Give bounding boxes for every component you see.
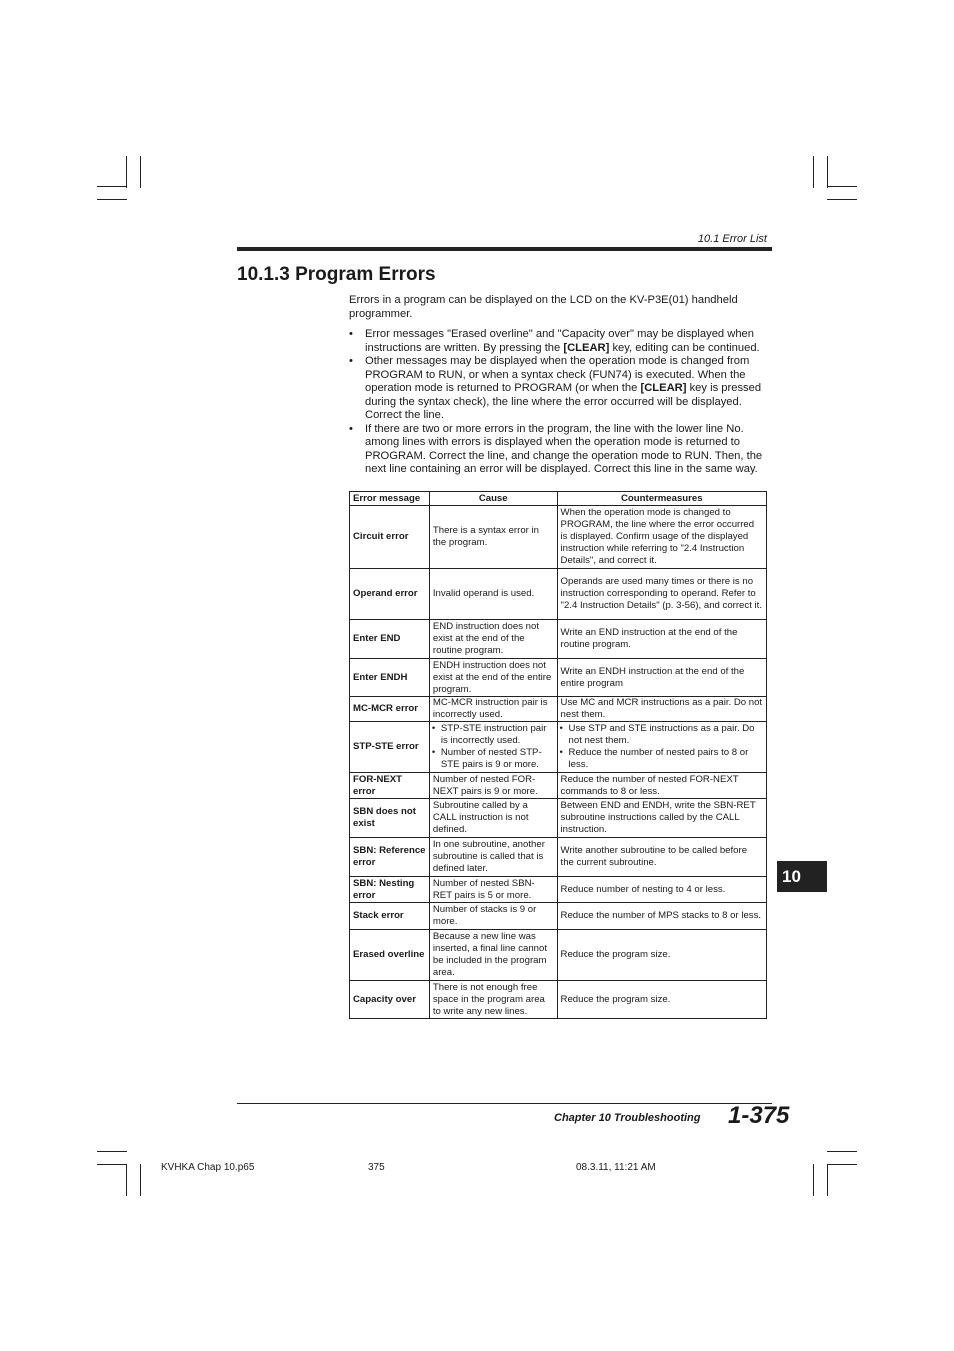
column-header: Countermeasures [557, 492, 766, 506]
crop-mark [827, 1164, 857, 1165]
cause-cell: In one subroutine, another subroutine is called that is defined later. [429, 838, 557, 877]
error-message-cell: Enter END [350, 620, 430, 659]
crop-mark [140, 1164, 141, 1196]
cause-cell: END instruction does not exist at the end of the routine program. [429, 620, 557, 659]
countermeasure-cell: Reduce number of nesting to 4 or less. [557, 877, 766, 903]
list-item: • Reduce the number of nested pairs to 8 or less. [560, 747, 764, 771]
crop-mark [140, 156, 141, 188]
countermeasure-cell: Reduce the number of MPS stacks to 8 or less. [557, 903, 766, 930]
table-row [350, 697, 767, 722]
table-header-row [350, 492, 767, 506]
error-message-cell: Capacity over [350, 981, 430, 1019]
error-message-cell: SBN: Reference error [350, 838, 430, 877]
crop-mark [97, 186, 127, 187]
cause-cell: There is not enough free space in the program area to write any new lines. [429, 981, 557, 1019]
error-message-cell: SBN does not exist [350, 799, 430, 838]
column-header: Cause [429, 492, 557, 506]
cause-cell: There is a syntax error in the program. [429, 506, 557, 569]
table-row [350, 620, 767, 659]
footer-filename: KVHKA Chap 10.p65 [161, 1162, 255, 1173]
countermeasure-cell: Reduce the number of nested FOR-NEXT commands to 8 or less. [557, 773, 766, 799]
list-item: • STP-STE instruction pair is incorrectly used. [432, 723, 555, 747]
countermeasure-cell: Use MC and MCR instructions as a pair. Do not nest them. [557, 697, 766, 722]
crop-mark [813, 1164, 814, 1196]
list-item: • Number of nested STP-STE pairs is 9 or more. [432, 747, 555, 771]
chapter-tab: 10 [777, 861, 827, 892]
table-row [350, 659, 767, 697]
cause-cell: Subroutine called by a CALL instruction is not defined. [429, 799, 557, 838]
error-message-cell: Operand error [350, 569, 430, 620]
countermeasure-cell: Operands are used many times or there is no instruction corresponding to operand. Refer to "2.4 Instruction Details" (p. 3-56), and correct it. [557, 569, 766, 620]
error-table [349, 491, 767, 1019]
crop-mark [827, 199, 857, 200]
list-item: • Use STP and STE instructions as a pair. Do not nest them. [560, 723, 764, 747]
countermeasure-cell [557, 722, 766, 773]
error-message-cell: FOR-NEXT error [350, 773, 430, 799]
error-message-cell: STP-STE error [350, 722, 430, 773]
column-header: Error message [350, 492, 430, 506]
table-row [350, 930, 767, 981]
footer-rule [237, 1103, 772, 1104]
error-message-cell: MC-MCR error [350, 697, 430, 722]
crop-mark [813, 156, 814, 188]
table-row [350, 799, 767, 838]
crop-mark [97, 1151, 127, 1152]
error-message-cell: Enter ENDH [350, 659, 430, 697]
countermeasure-cell: Write an ENDH instruction at the end of the entire program [557, 659, 766, 697]
table-row [350, 722, 767, 773]
crop-mark [827, 186, 857, 187]
header-rule [237, 247, 772, 251]
table-row [350, 838, 767, 877]
table-row [350, 506, 767, 569]
crop-mark [827, 1151, 857, 1152]
table-row [350, 877, 767, 903]
crop-mark [97, 199, 127, 200]
intro-paragraph: Errors in a program can be displayed on the LCD on the KV-P3E(01) handheld programmer. [349, 294, 738, 320]
bullet-list [349, 328, 769, 477]
crop-mark [827, 156, 828, 188]
bullet-item: • Other messages may be displayed when the operation mode is changed from PROGRAM to RUN, or when a syntax check (FUN74) is executed. When the operation mode is returned to PROGRAM (or when the [CLEAR] key is pressed during the syntax check), the line where the error occurred will be displayed. Correct the line. [349, 355, 769, 423]
cause-list [432, 723, 555, 771]
error-message-cell: SBN: Nesting error [350, 877, 430, 903]
chapter-label: Chapter 10 Troubleshooting [554, 1112, 701, 1124]
running-header: 10.1 Error List [697, 233, 767, 245]
footer-page: 375 [368, 1162, 385, 1173]
cause-cell: MC-MCR instruction pair is incorrectly used. [429, 697, 557, 722]
error-message-cell: Circuit error [350, 506, 430, 569]
error-message-cell: Erased overline [350, 930, 430, 981]
countermeasure-cell: Reduce the program size. [557, 981, 766, 1019]
cause-cell: Number of nested FOR-NEXT pairs is 9 or more. [429, 773, 557, 799]
countermeasure-cell: Write another subroutine to be called before the current subroutine. [557, 838, 766, 877]
bullet-item: • If there are two or more errors in the program, the line with the lower line No. among lines with errors is displayed when the operation mode is returned to PROGRAM. Correct the line, and change the operation mode to RUN. Then, the next line containing an error will be displayed. Correct this line in the same way. [349, 423, 769, 477]
countermeasure-cell: When the operation mode is changed to PROGRAM, the line where the error occurred is displayed. Confirm usage of the displayed instruction while referring to "2.4 Instruction Details", and correct it. [557, 506, 766, 569]
table-row [350, 773, 767, 799]
table-row [350, 569, 767, 620]
crop-mark [827, 1164, 828, 1196]
section-title: 10.1.3 Program Errors [237, 264, 436, 285]
table-row [350, 903, 767, 930]
footer-timestamp: 08.3.11, 11:21 AM [576, 1162, 656, 1173]
crop-mark [97, 1164, 127, 1165]
cause-cell: Because a new line was inserted, a final line cannot be included in the program area. [429, 930, 557, 981]
countermeasure-list [560, 723, 764, 771]
crop-mark [126, 156, 127, 188]
cause-cell: ENDH instruction does not exist at the end of the entire program. [429, 659, 557, 697]
cause-cell: Number of stacks is 9 or more. [429, 903, 557, 930]
page-number: 1-375 [728, 1102, 790, 1129]
cause-cell: Number of nested SBN-RET pairs is 5 or more. [429, 877, 557, 903]
error-message-cell: Stack error [350, 903, 430, 930]
cause-cell [429, 722, 557, 773]
countermeasure-cell: Write an END instruction at the end of the routine program. [557, 620, 766, 659]
crop-mark [126, 1164, 127, 1196]
cause-cell: Invalid operand is used. [429, 569, 557, 620]
countermeasure-cell: Between END and ENDH, write the SBN-RET subroutine instructions called by the CALL instruction. [557, 799, 766, 838]
table-row [350, 981, 767, 1019]
bullet-item: • Error messages "Erased overline" and "Capacity over" may be displayed when instructions are written. By pressing the [CLEAR] key, editing can be continued. [349, 328, 769, 355]
countermeasure-cell: Reduce the program size. [557, 930, 766, 981]
